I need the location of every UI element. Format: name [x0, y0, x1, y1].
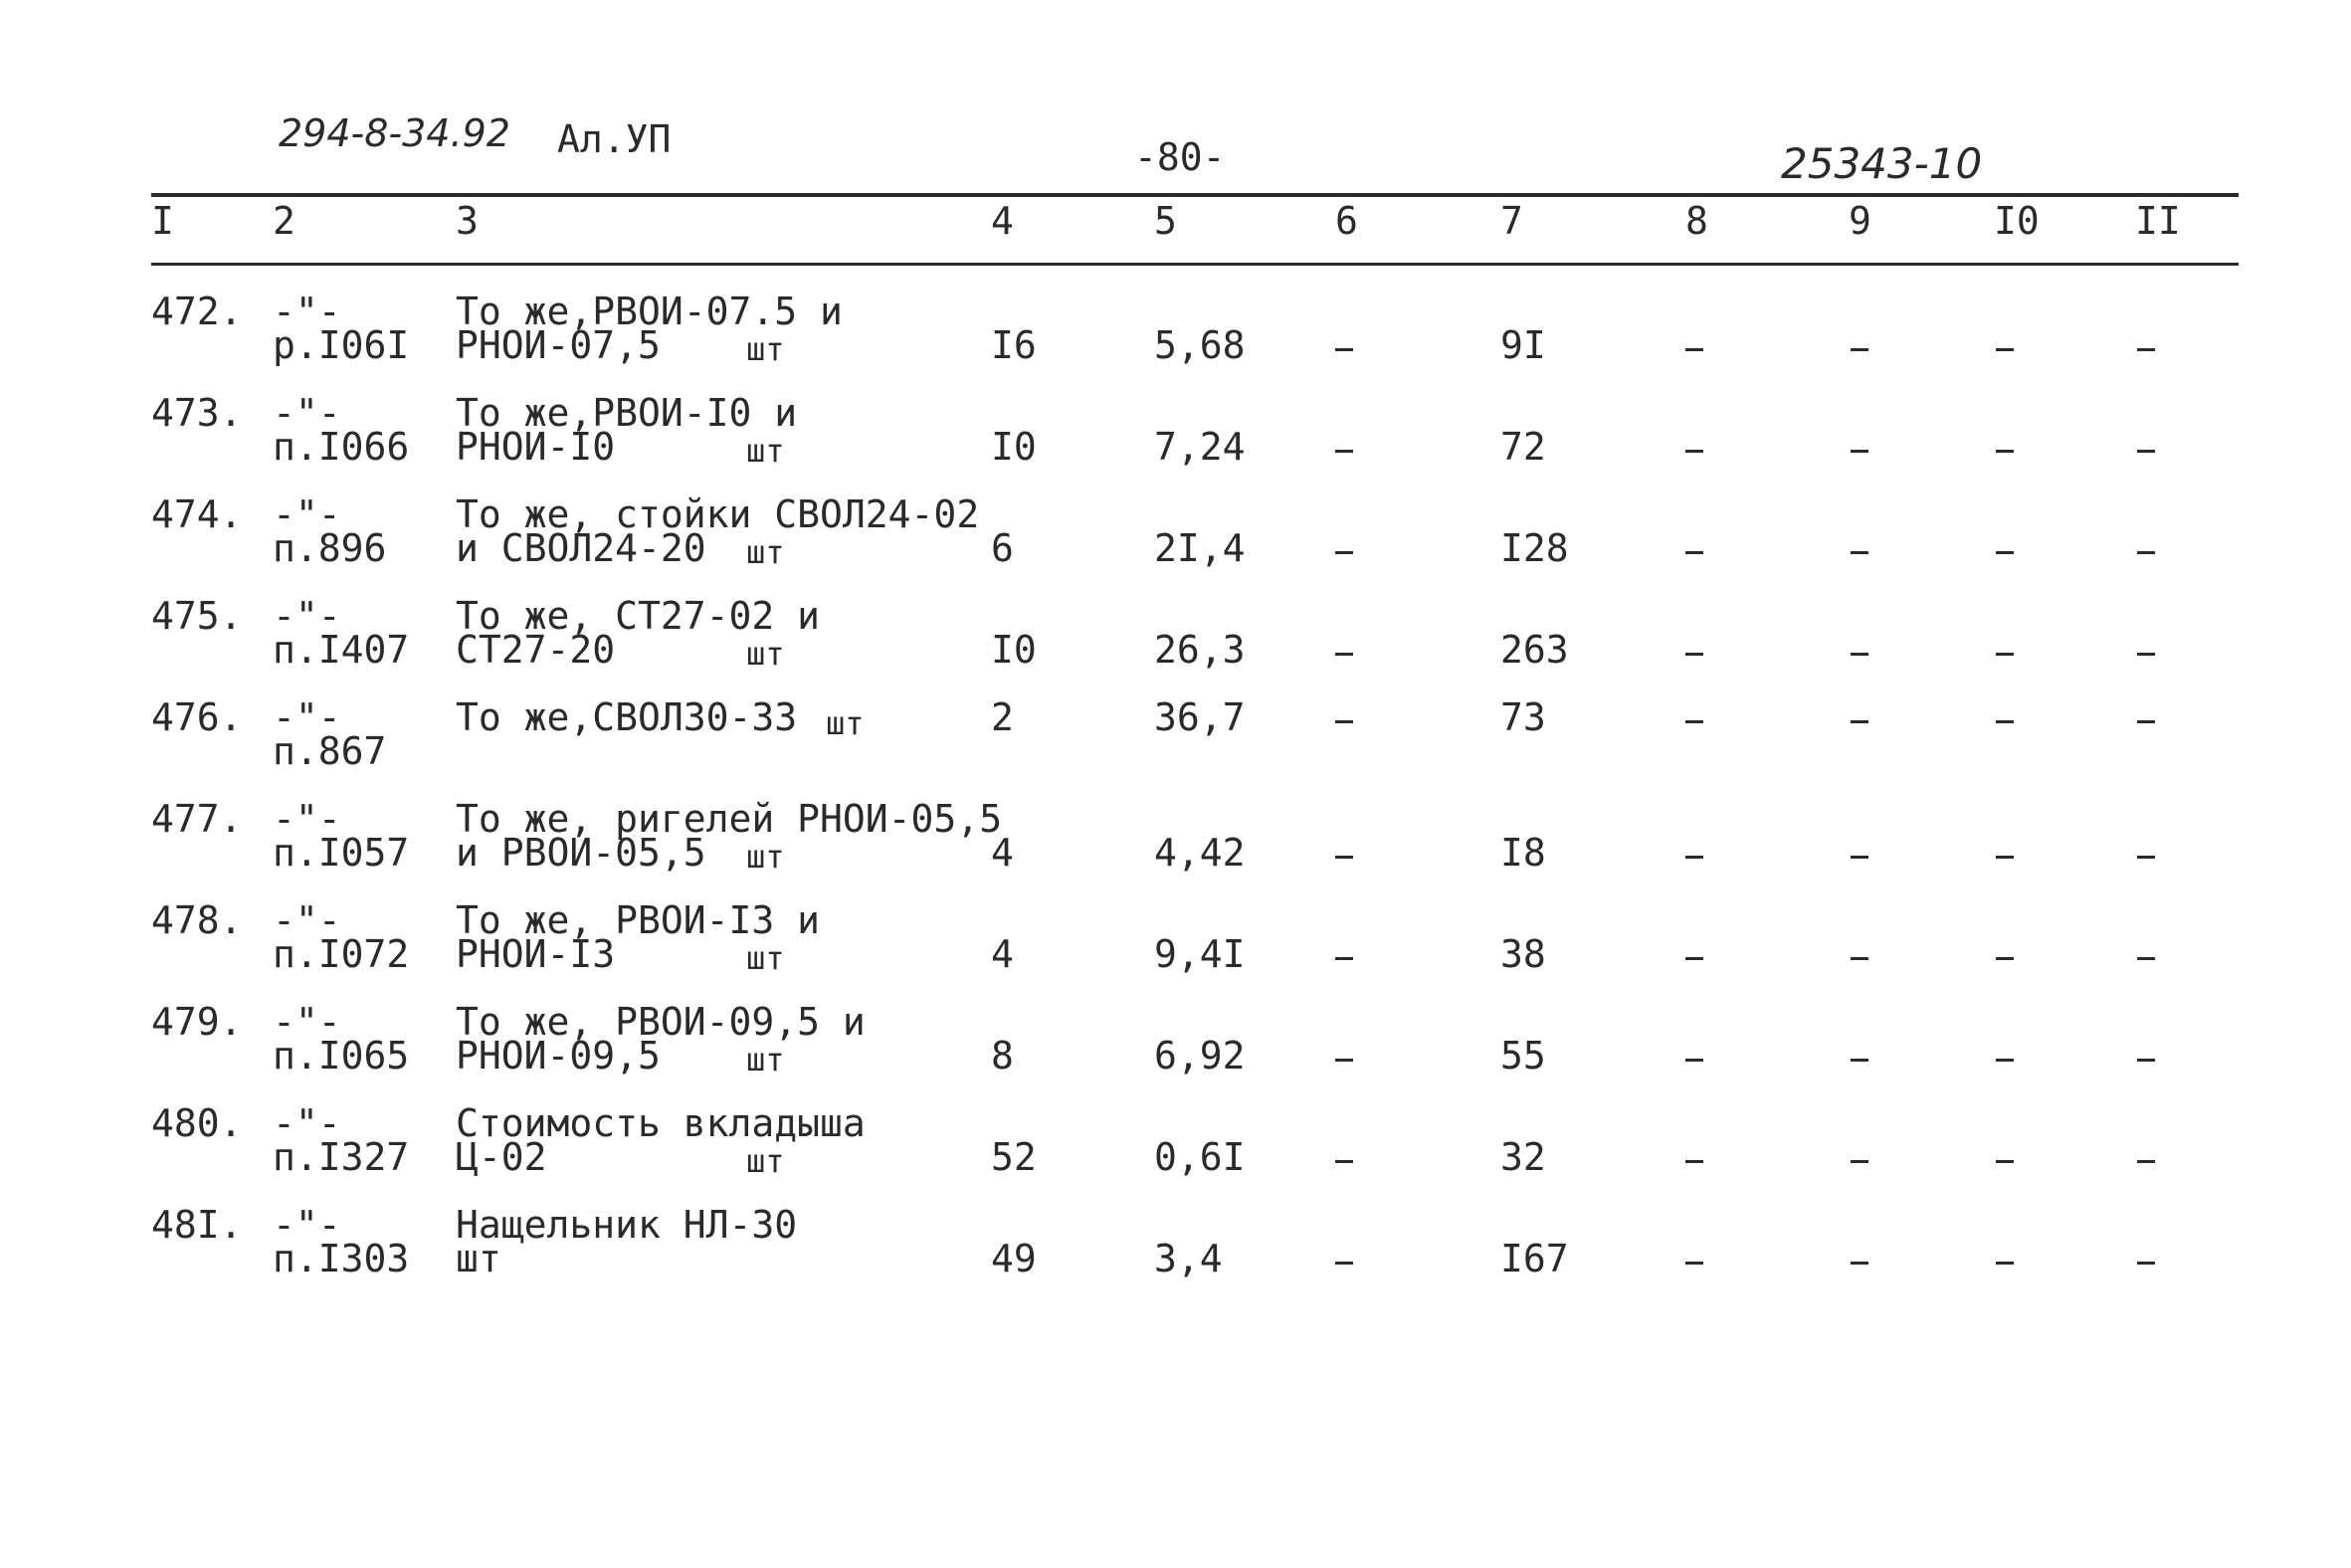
total-value: 9I — [1500, 323, 1546, 367]
empty-cell-dash — [2137, 1059, 2155, 1062]
quantity: I6 — [991, 323, 1037, 367]
row-number: 474. — [151, 492, 243, 536]
unit-price: 0,6I — [1154, 1135, 1246, 1179]
col-header-5: 5 — [1154, 199, 1177, 243]
empty-cell-dash — [1685, 348, 1703, 351]
col-header-6: 6 — [1335, 199, 1358, 243]
empty-cell-dash — [1335, 720, 1353, 723]
ref-item: п.896 — [273, 526, 387, 570]
ref-ditto: -"- — [273, 391, 341, 435]
empty-cell-dash — [1335, 653, 1353, 656]
empty-cell-dash — [1851, 1160, 1868, 1163]
unit-price: 9,4I — [1154, 932, 1246, 976]
empty-cell-dash — [1685, 653, 1703, 656]
header-bottom-rule — [151, 263, 2239, 266]
description-line-1: То же, стойки СВОЛ24-02 — [456, 492, 980, 536]
total-value: 38 — [1500, 932, 1546, 976]
ref-ditto: -"- — [273, 1101, 341, 1145]
ref-ditto: -"- — [273, 898, 341, 942]
ref-ditto: -"- — [273, 290, 341, 333]
row-number: 48I. — [151, 1203, 243, 1247]
unit-label: шт — [826, 704, 865, 742]
total-value: 55 — [1500, 1034, 1546, 1078]
empty-cell-dash — [1996, 720, 2014, 723]
quantity: 4 — [991, 831, 1014, 875]
empty-cell-dash — [1851, 653, 1868, 656]
empty-cell-dash — [1851, 856, 1868, 859]
col-header-4: 4 — [991, 199, 1014, 243]
total-value: 263 — [1500, 628, 1569, 672]
unit-price: 3,4 — [1154, 1237, 1223, 1280]
ref-ditto: -"- — [273, 492, 341, 536]
description-line-2: РНОИ-07,5 — [456, 323, 661, 367]
col-header-11: II — [2135, 199, 2181, 243]
col-header-8: 8 — [1685, 199, 1708, 243]
unit-price: 5,68 — [1154, 323, 1246, 367]
empty-cell-dash — [2137, 348, 2155, 351]
ref-item: п.I065 — [273, 1034, 410, 1078]
ref-item: п.I327 — [273, 1135, 410, 1179]
album-label: Ал.УП — [557, 117, 672, 161]
empty-cell-dash — [1685, 957, 1703, 960]
total-value: 72 — [1500, 425, 1546, 469]
unit-price: 4,42 — [1154, 831, 1246, 875]
empty-cell-dash — [1335, 450, 1353, 453]
ref-ditto: -"- — [273, 1000, 341, 1044]
header-top-rule — [151, 193, 2239, 197]
empty-cell-dash — [1685, 1160, 1703, 1163]
ref-ditto: -"- — [273, 1203, 341, 1247]
empty-cell-dash — [1335, 1262, 1353, 1265]
col-header-7: 7 — [1500, 199, 1523, 243]
quantity: 6 — [991, 526, 1014, 570]
unit-price: 26,3 — [1154, 628, 1246, 672]
empty-cell-dash — [2137, 957, 2155, 960]
unit-price: 6,92 — [1154, 1034, 1246, 1078]
description-line-2: РНОИ-09,5 — [456, 1034, 661, 1078]
empty-cell-dash — [2137, 720, 2155, 723]
empty-cell-dash — [1996, 1160, 2014, 1163]
col-header-1: I — [151, 199, 174, 243]
row-number: 476. — [151, 695, 243, 739]
row-number: 472. — [151, 290, 243, 333]
unit-label: шт — [746, 330, 785, 368]
unit-label: шт — [746, 939, 785, 977]
description-line-2: шт — [456, 1237, 501, 1280]
unit-price: 7,24 — [1154, 425, 1246, 469]
empty-cell-dash — [1335, 1160, 1353, 1163]
description-line-2: РНОИ-I3 — [456, 932, 616, 976]
ref-ditto: -"- — [273, 797, 341, 841]
ref-ditto: -"- — [273, 695, 341, 739]
description-line-1: Стоимость вкладыша — [456, 1101, 866, 1145]
description-line-1: То же, РВОИ-I3 и — [456, 898, 821, 942]
row-number: 480. — [151, 1101, 243, 1145]
empty-cell-dash — [1335, 348, 1353, 351]
empty-cell-dash — [1851, 1262, 1868, 1265]
description-line-1: То же,РВОИ-07.5 и — [456, 290, 843, 333]
unit-label: шт — [746, 1041, 785, 1078]
empty-cell-dash — [1996, 348, 2014, 351]
ref-ditto: -"- — [273, 594, 341, 638]
empty-cell-dash — [1685, 1262, 1703, 1265]
empty-cell-dash — [1685, 551, 1703, 554]
empty-cell-dash — [2137, 856, 2155, 859]
empty-cell-dash — [1996, 1262, 2014, 1265]
description-line-1: То же,СВОЛ30-33 — [456, 695, 798, 739]
ref-item: п.I072 — [273, 932, 410, 976]
empty-cell-dash — [1685, 856, 1703, 859]
ref-item: п.I057 — [273, 831, 410, 875]
ref-item: п.I407 — [273, 628, 410, 672]
empty-cell-dash — [1851, 551, 1868, 554]
row-number: 478. — [151, 898, 243, 942]
total-value: I8 — [1500, 831, 1546, 875]
empty-cell-dash — [1335, 1059, 1353, 1062]
empty-cell-dash — [1335, 856, 1353, 859]
ref-item: п.867 — [273, 729, 387, 773]
description-line-1: То же, СТ27-02 и — [456, 594, 821, 638]
col-header-10: I0 — [1994, 199, 2040, 243]
quantity: 8 — [991, 1034, 1014, 1078]
row-number: 475. — [151, 594, 243, 638]
unit-label: шт — [746, 1142, 785, 1180]
empty-cell-dash — [2137, 653, 2155, 656]
ref-item: п.I066 — [273, 425, 410, 469]
description-line-2: Ц-02 — [456, 1135, 547, 1179]
col-header-9: 9 — [1849, 199, 1871, 243]
empty-cell-dash — [1996, 1059, 2014, 1062]
unit-price: 2I,4 — [1154, 526, 1246, 570]
quantity: 2 — [991, 695, 1014, 739]
description-line-1: То же, ригелей РНОИ-05,5 — [456, 797, 1003, 841]
quantity: I0 — [991, 628, 1037, 672]
description-line-2: СТ27-20 — [456, 628, 616, 672]
description-line-2: и РВОИ-05,5 — [456, 831, 706, 875]
empty-cell-dash — [1851, 720, 1868, 723]
empty-cell-dash — [1996, 856, 2014, 859]
description-line-2: и СВОЛ24-20 — [456, 526, 706, 570]
unit-label: шт — [746, 432, 785, 470]
quantity: 4 — [991, 932, 1014, 976]
row-number: 473. — [151, 391, 243, 435]
empty-cell-dash — [2137, 551, 2155, 554]
empty-cell-dash — [1851, 450, 1868, 453]
empty-cell-dash — [1335, 551, 1353, 554]
unit-label: шт — [746, 635, 785, 673]
ref-item: р.I06I — [273, 323, 410, 367]
row-number: 479. — [151, 1000, 243, 1044]
empty-cell-dash — [1685, 1059, 1703, 1062]
ref-item: п.I303 — [273, 1237, 410, 1280]
col-header-2: 2 — [273, 199, 295, 243]
unit-label: шт — [746, 533, 785, 571]
description-line-1: То же, РВОИ-09,5 и — [456, 1000, 866, 1044]
empty-cell-dash — [1685, 450, 1703, 453]
col-header-3: 3 — [456, 199, 479, 243]
empty-cell-dash — [1851, 957, 1868, 960]
empty-cell-dash — [1851, 348, 1868, 351]
quantity: 49 — [991, 1237, 1037, 1280]
description-line-1: То же,РВОИ-I0 и — [456, 391, 798, 435]
row-number: 477. — [151, 797, 243, 841]
empty-cell-dash — [2137, 1160, 2155, 1163]
total-value: 32 — [1500, 1135, 1546, 1179]
empty-cell-dash — [1851, 1059, 1868, 1062]
quantity: 52 — [991, 1135, 1037, 1179]
sheet-code: 25343-10 — [1781, 139, 1983, 188]
total-value: I28 — [1500, 526, 1569, 570]
page-number: -80- — [1134, 135, 1226, 179]
empty-cell-dash — [1996, 653, 2014, 656]
empty-cell-dash — [1996, 551, 2014, 554]
empty-cell-dash — [1685, 720, 1703, 723]
empty-cell-dash — [2137, 450, 2155, 453]
unit-price: 36,7 — [1154, 695, 1246, 739]
empty-cell-dash — [1335, 957, 1353, 960]
empty-cell-dash — [1996, 957, 2014, 960]
description-line-1: Нащельник НЛ-30 — [456, 1203, 798, 1247]
doc-code: 294-8-34.92 — [279, 111, 510, 155]
empty-cell-dash — [1996, 450, 2014, 453]
empty-cell-dash — [2137, 1262, 2155, 1265]
total-value: I67 — [1500, 1237, 1569, 1280]
description-line-2: РНОИ-I0 — [456, 425, 616, 469]
total-value: 73 — [1500, 695, 1546, 739]
quantity: I0 — [991, 425, 1037, 469]
unit-label: шт — [746, 838, 785, 876]
